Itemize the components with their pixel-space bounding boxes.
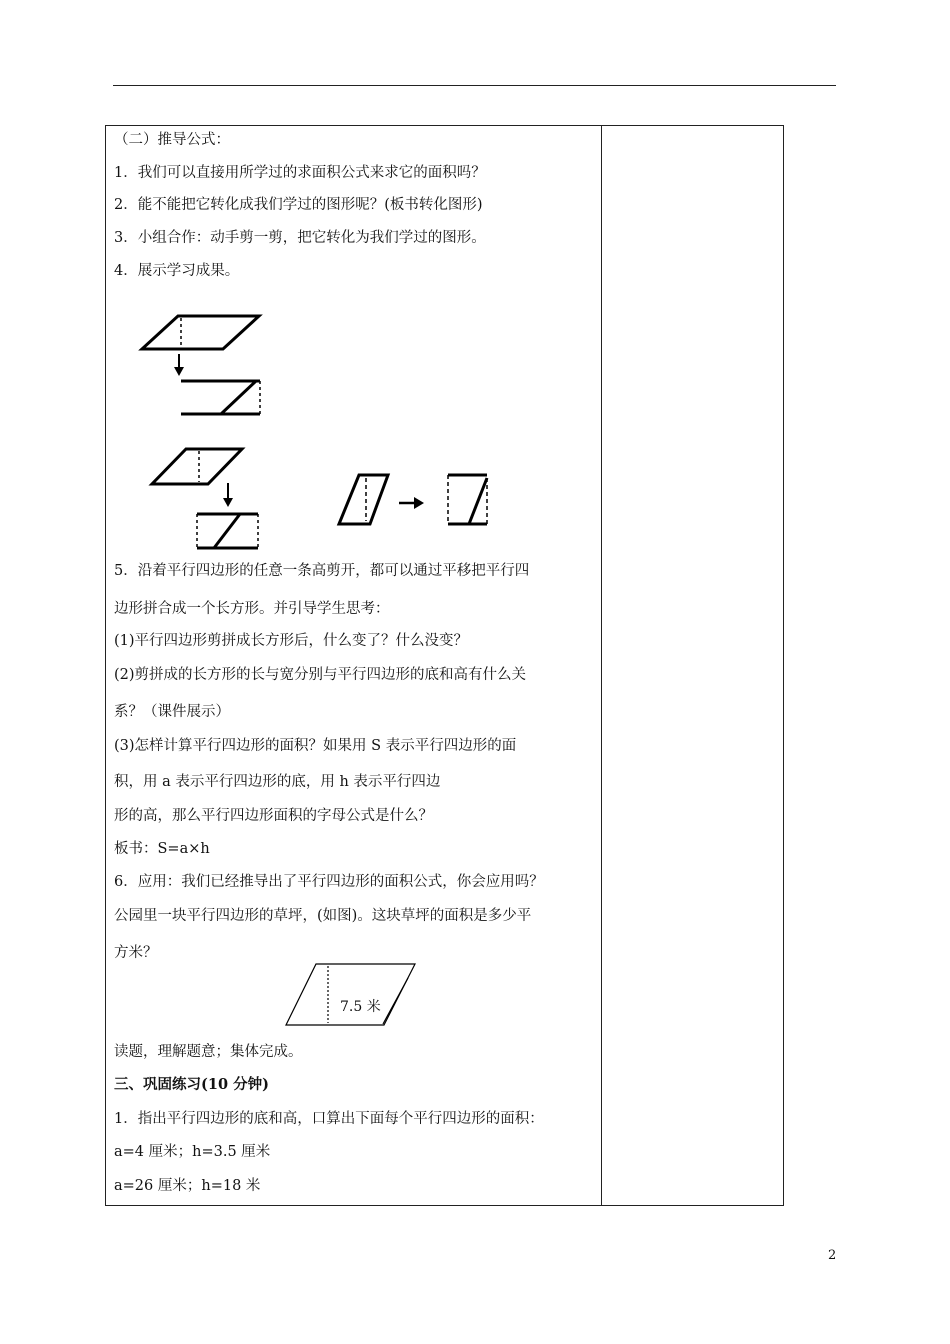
rectangle-result-2 xyxy=(197,514,258,548)
practice-item-a: a=4 厘米；h=3.5 厘米 xyxy=(114,1144,271,1160)
question-2: 2．能不能把它转化成我们学过的图形呢？(板书转化图形) xyxy=(114,197,483,213)
blackboard-formula: 板书：S=a×h xyxy=(114,841,210,857)
practice-question-1: 1．指出平行四边形的底和高，口算出下面每个平行四边形的面积： xyxy=(114,1111,544,1127)
parallelogram-figure-1 xyxy=(142,316,259,349)
step-5-line-2: 边形拼合成一个长方形。并引导学生思考： xyxy=(114,601,390,617)
section-heading-practice: 三、巩固练习(10 分钟) xyxy=(114,1076,269,1093)
rectangle-result-3 xyxy=(448,475,487,524)
step-5-line-1: 5．沿着平行四边形的任意一条高剪开，都可以通过平移把平行四 xyxy=(114,563,530,579)
read-question-note: 读题，理解题意；集体完成。 xyxy=(114,1044,303,1060)
arrow-right xyxy=(399,497,424,509)
discussion-question-3: (3)怎样计算平行四边形的面积？如果用 S 表示平行四边形的面 xyxy=(114,738,517,754)
parallelogram-figure-3 xyxy=(339,475,388,524)
question-3: 3．小组合作：动手剪一剪，把它转化为我们学过的图形。 xyxy=(114,230,486,246)
question-4: 4．展示学习成果。 xyxy=(114,263,240,279)
arrow-down-1 xyxy=(174,354,184,376)
discussion-question-3-cont-2: 形的高，那么平行四边形面积的字母公式是什么？ xyxy=(114,808,433,824)
discussion-question-1: (1)平行四边形剪拼成长方形后，什么变了？什么没变？ xyxy=(114,633,469,649)
section-heading-derive-formula: （二）推导公式： xyxy=(114,132,230,148)
arrow-down-2 xyxy=(223,483,233,507)
application-line-2: 公园里一块平行四边形的草坪，(如图)。这块草坪的面积是多少平 xyxy=(114,908,532,924)
rectangle-result-1 xyxy=(181,381,260,414)
application-line-3: 方米？ xyxy=(114,945,158,961)
practice-item-b: a=26 厘米；h=18 米 xyxy=(114,1178,261,1194)
page-number: 2 xyxy=(828,1248,837,1263)
discussion-question-2: (2)剪拼成的长方形的长与宽分别与平行四边形的底和高有什么关 xyxy=(114,667,527,683)
question-1: 1．我们可以直接用所学过的求面积公式来求它的面积吗？ xyxy=(114,165,486,181)
application-line-1: 6．应用：我们已经推导出了平行四边形的面积公式，你会应用吗？ xyxy=(114,874,544,890)
discussion-question-3-cont-1: 积，用 a 表示平行四边形的底，用 h 表示平行四边 xyxy=(114,774,441,790)
parallelogram-figure-2 xyxy=(152,449,242,484)
lawn-height-label: 7.5 米 xyxy=(340,999,381,1015)
discussion-question-2-cont: 系？（课件展示） xyxy=(114,704,230,720)
